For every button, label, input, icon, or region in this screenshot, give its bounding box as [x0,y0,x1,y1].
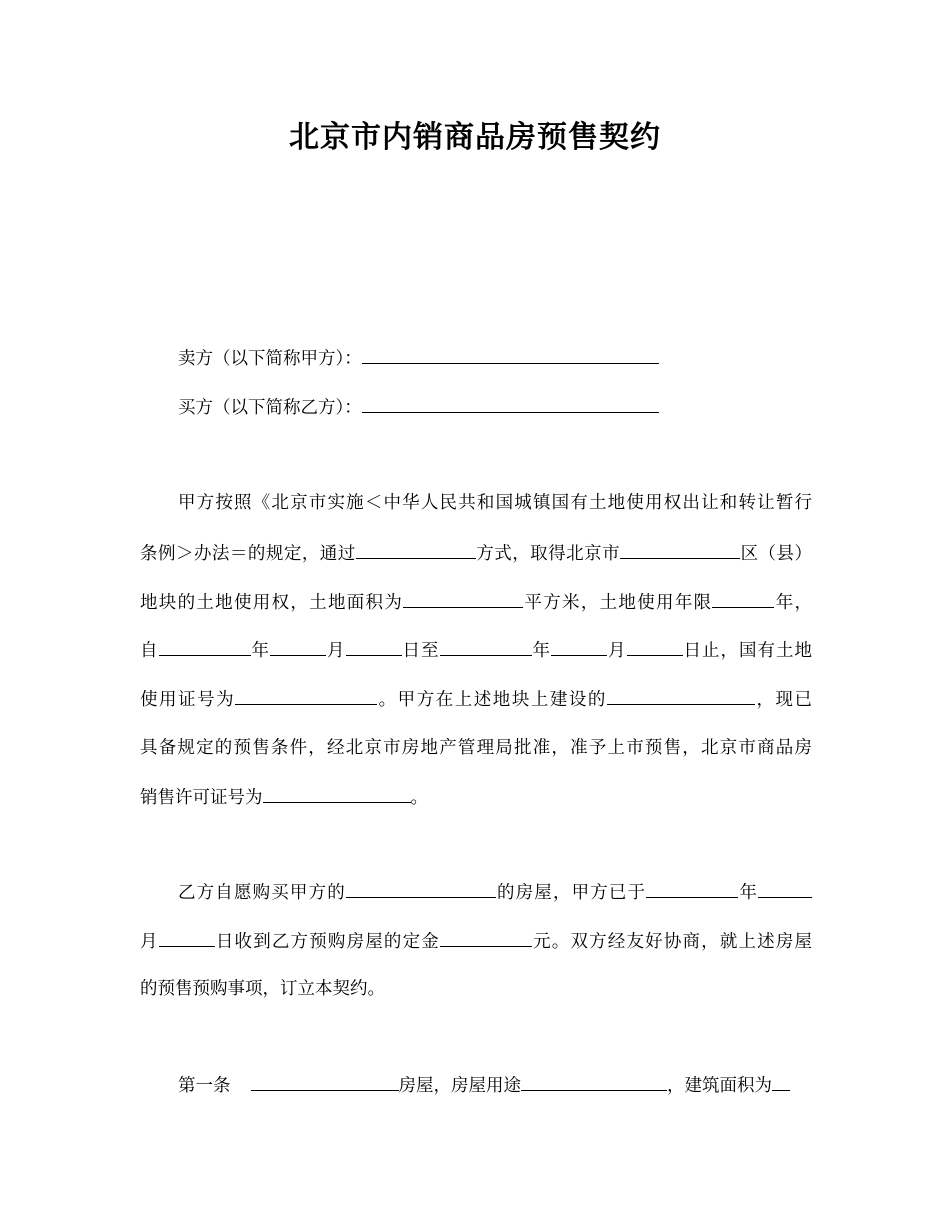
end-year-blank[interactable] [440,638,532,656]
house-location-blank[interactable] [251,1073,399,1091]
acquisition-method-blank[interactable] [356,541,476,559]
para1-line3: 地块的土地使用权，土地面积为 平方米，土地使用年限 年， [140,590,812,615]
buyer-line [178,395,850,420]
land-area-blank[interactable] [403,590,523,608]
para1-line5: 使用证号为 。甲方在上述地块上建设的 ，现已 [140,687,812,712]
document-title: 北京市内销商品房预售契约 [289,120,661,155]
para2-line3: 的预售预购事项，订立本契约。 [140,979,385,999]
para1-line1: 甲方按照《北京市实施＜中华人民共和国城镇国有土地使用权出让和转让暂行 [178,493,812,513]
seller-line [178,346,850,371]
project-name-blank[interactable] [607,687,755,705]
para2-line2: 月 日收到乙方预购房屋的定金 元。双方经友好协商，就上述房屋 [140,929,812,954]
para1-line7: 销售许可证号为 。 [140,785,812,810]
seller-blank[interactable] [362,346,659,364]
deposit-year-blank[interactable] [646,880,738,898]
start-year-blank[interactable] [159,638,251,656]
start-month-blank[interactable] [270,638,326,656]
para2-line1: 乙方自愿购买甲方的 的房屋，甲方已于 年 [178,880,812,905]
para1-line6: 具备规定的预售条件，经北京市房地产管理局批准，准予上市预售，北京市商品房 [140,738,812,758]
deposit-day-blank[interactable] [159,929,215,947]
start-day-blank[interactable] [346,638,402,656]
buyer-label: 买方（以下简称乙方）： [178,398,362,418]
end-day-blank[interactable] [627,638,683,656]
district-blank[interactable] [620,541,740,559]
property-blank[interactable] [346,880,496,898]
land-cert-number-blank[interactable] [235,687,377,705]
article1-line: 第一条 房屋，房屋用途 ，建筑面积为 [178,1073,812,1098]
land-term-blank[interactable] [712,590,774,608]
building-area-blank[interactable] [772,1073,790,1091]
end-month-blank[interactable] [551,638,607,656]
para1-line2: 条例＞办法＝的规定，通过 方式，取得北京市 区（县） [140,541,812,566]
deposit-month-blank-start[interactable] [758,880,812,898]
buyer-blank[interactable] [362,395,659,413]
article1-label: 第一条 [178,1076,231,1096]
seller-label: 卖方（以下简称甲方）： [178,349,362,369]
sales-license-blank[interactable] [263,785,411,803]
para1-line4: 自 年 月 日至 年 月 日止，国有土地 [140,638,812,663]
house-use-blank[interactable] [521,1073,667,1091]
deposit-amount-blank[interactable] [440,929,532,947]
